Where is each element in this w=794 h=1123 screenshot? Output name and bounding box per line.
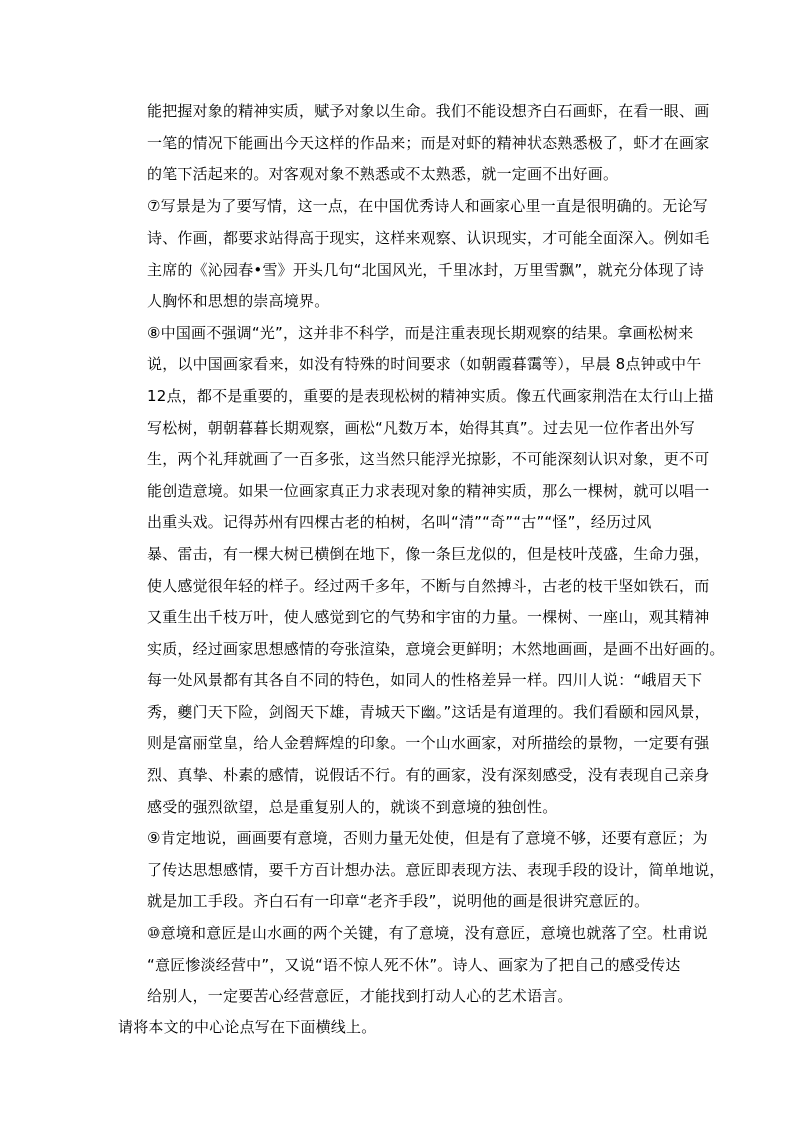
text-line: 能创造意境。如果一位画家真正力求表现对象的精神实质，那么一棵树，就可以唱一 [147, 482, 710, 500]
text-line: 实质，经过画家思想感情的夸张渲染，意境会更鲜明；木然地画画，是画不出好画的。 [147, 640, 725, 658]
text-line: 每一处风景都有其各自不同的特色，如同人的性格差异一样。四川人说：“峨眉天下 [147, 671, 703, 689]
text-line: 一笔的情况下能画出今天这样的作品来；而是对虾的精神状态熟悉极了，虾才在画家 [147, 134, 710, 152]
text-line: 的笔下活起来的。对客观对象不熟悉或不太熟悉，就一定画不出好画。 [147, 165, 619, 183]
text-line: 又重生出千枝万叶，使人感觉到它的气势和宇宙的力量。一棵树、一座山，观其精神 [147, 608, 710, 626]
text-line: “意匠惨淡经营中”，又说“语不惊人死不休”。诗人、画家为了把自己的感受传达 [147, 956, 681, 974]
text-line: 能把握对象的精神实质，赋予对象以生命。我们不能设想齐白石画虾，在看一眼、画 [147, 102, 710, 120]
paragraph-7-start: ⑦写景是为了要写情，这一点，在中国优秀诗人和画家心里一直是很明确的。无论写 [147, 197, 708, 215]
text-line: 诗、作画，都要求站得高于现实，这样来观察、认识现实，才可能全面深入。例如毛 [147, 229, 710, 247]
paragraph-8-start: ⑧中国画不强调“光”，这并非不科学，而是注重表现长期观察的结果。拿画松树来 [147, 324, 694, 342]
text-line: 烈、真挚、朴素的感情，说假话不行。有的画家，没有深刻感受，没有表现自己亲身 [147, 766, 710, 784]
text-line: 主席的《沁园春•雪》开头几句“北国风光，千里冰封，万里雪飘”，就充分体现了诗 [147, 261, 704, 279]
text-line: 感受的强烈欲望，总是重复别人的，就谈不到意境的独创性。 [147, 798, 558, 816]
text-line: 说，以中国画家看来，如没有特殊的时间要求（如朝霞暮霭等），早晨 8点钟或中午 [147, 355, 702, 373]
text-line: 人胸怀和思想的崇高境界。 [147, 292, 330, 310]
question-prompt: 请将本文的中心论点写在下面横线上。 [118, 1018, 377, 1036]
text-line: 给别人，一定要苦心经营意匠，才能找到打动人心的艺术语言。 [147, 987, 573, 1005]
text-line: 出重头戏。记得苏州有四棵古老的柏树，名叫“清”“奇”“古”“怪”，经历过风 [147, 513, 652, 531]
paragraph-10-start: ⑩意境和意匠是山水画的两个关键，有了意境，没有意匠，意境也就落了空。杜甫说 [147, 924, 708, 942]
text-line: 暴、雷击，有一棵大树已横倒在地下，像一条巨龙似的，但是枝叶茂盛，生命力强， [147, 545, 710, 563]
text-line: 使人感觉很年轻的样子。经过两千多年，不断与自然搏斗，古老的枝干坚如铁石，而 [147, 577, 710, 595]
text-line: 12点，都不是重要的，重要的是表现松树的精神实质。像五代画家荆浩在太行山上描 [147, 387, 714, 405]
text-line: 就是加工手段。齐白石有一印章“老齐手段”，说明他的画是很讲究意匠的。 [147, 892, 650, 910]
text-line: 秀，夔门天下险，剑阁天下雄，青城天下幽。”这话是有道理的。我们看颐和园风景， [147, 703, 710, 721]
text-line: 则是富丽堂皇，给人金碧辉煌的印象。一个山水画家，对所描绘的景物，一定要有强 [147, 734, 710, 752]
text-line: 写松树，朝朝暮暮长期观察，画松“凡数万本，始得其真”。过去见一位作者出外写 [147, 419, 695, 437]
paragraph-9-start: ⑨肯定地说，画画要有意境，否则力量无处使，但是有了意境不够，还要有意匠；为 [147, 829, 708, 847]
text-line: 了传达思想感情，要千方百计想办法。意匠即表现方法、表现手段的设计，简单地说， [147, 861, 725, 879]
text-line: 生，两个礼拜就画了一百多张，这当然只能浮光掠影，不可能深刻认识对象，更不可 [147, 450, 710, 468]
